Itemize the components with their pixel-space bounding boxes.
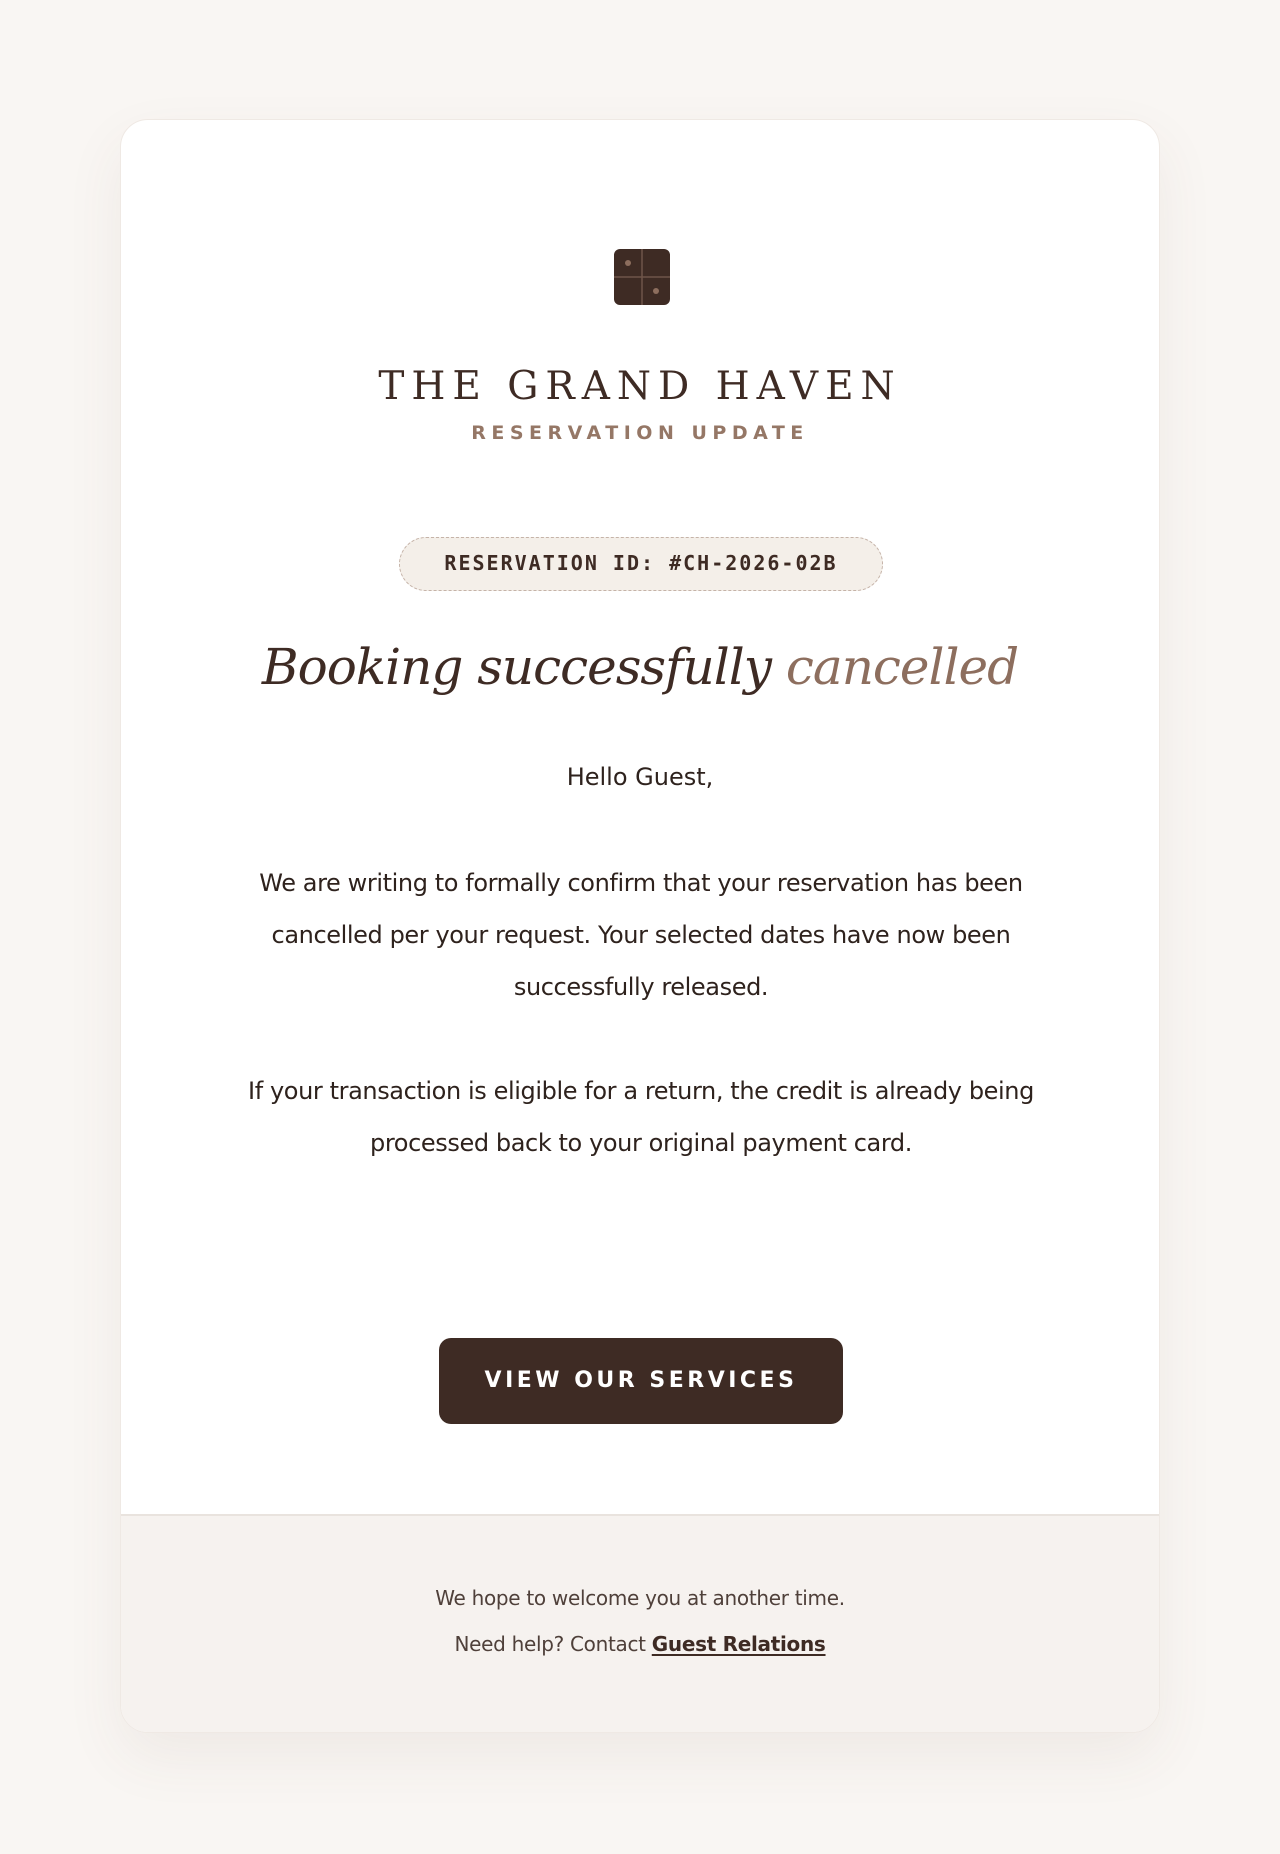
footer-help [121, 1630, 1159, 1658]
body-paragraph-2: If your transaction is eligible for a return, the credit is already being processed back to your original payment card. [248, 1077, 1034, 1157]
headline-accent: cancelled [785, 638, 1019, 696]
footer-message: We hope to welcome you at another time. [435, 1586, 845, 1610]
brand-subtitle: RESERVATION UPDATE [471, 422, 809, 444]
headline-main: Booking successfully [261, 638, 771, 696]
email-body [121, 120, 1159, 1514]
email-card [120, 119, 1160, 1733]
view-services-button[interactable]: VIEW OUR SERVICES [439, 1338, 843, 1424]
window-grid-icon [614, 249, 670, 305]
guest-relations-link[interactable]: Guest Relations [651, 1632, 826, 1656]
footer-help-prefix: Need help? Contact [454, 1632, 646, 1656]
reservation-id-badge: RESERVATION ID: #CH-2026-02B [399, 537, 883, 591]
headline [121, 635, 1159, 699]
greeting: Hello Guest, [566, 763, 714, 791]
brand-name: THE GRAND HAVEN [378, 364, 902, 409]
body-paragraph-1: We are writing to formally confirm that your reservation has been cancelled per your request. Your selected dates have now been successfully released. [259, 869, 1023, 1001]
email-footer [121, 1514, 1159, 1733]
